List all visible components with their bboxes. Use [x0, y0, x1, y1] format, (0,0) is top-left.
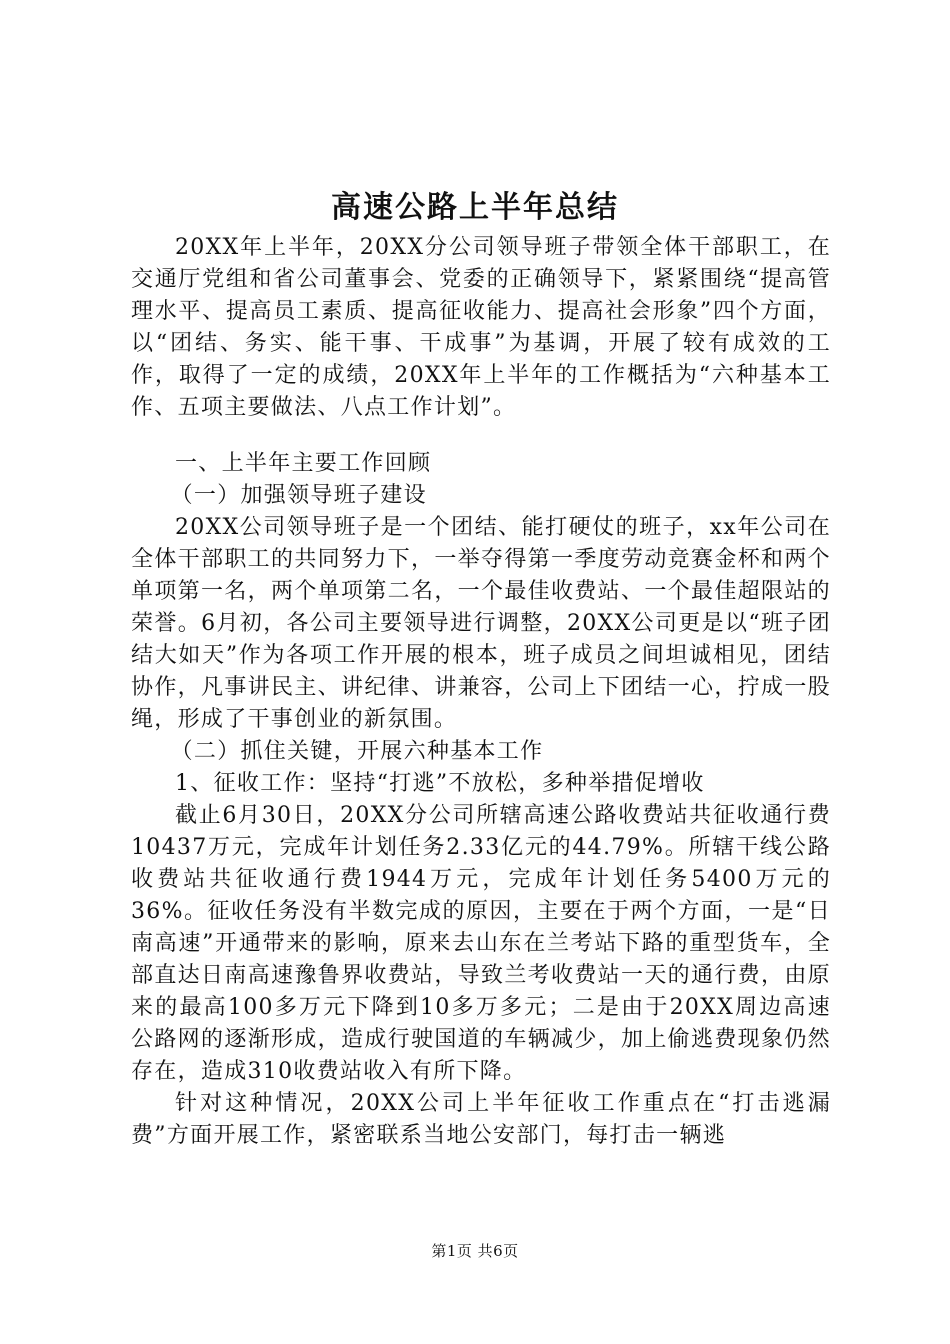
subsection-heading: （二）抓住关键，开展六种基本工作 — [170, 739, 544, 764]
leadership-paragraph: 20XX公司领导班子是一个团结、能打硬仗的班子，xx年公司在全体干部职工的共同努力下，一举夺得第一季度劳动竞赛金杯和两个单项第一名，两个单项第二名，一个最佳收费站、一个最佳超限站的荣誉。6月初，各公司主要领导进行调整，20XX公司更是以“班子团结大如天”作为各项工作开展的根本，班子成员之间坦诚相见，团结协作，凡事讲民主、讲纪律、讲兼容，公司上下团结一心，拧成一股绳，形成了干事创业的新氛围。 — [131, 515, 831, 732]
paragraph-gap — [131, 424, 831, 448]
item-heading: 1、征收工作：坚持“打逃”不放松，多种举措促增收 — [175, 771, 705, 796]
collection-paragraph: 截止6月30日，20XX分公司所辖高速公路收费站共征收通行费10437万元，完成年计划任务2.33亿元的44.79%。所辖干线公路收费站共征收通行费1944万元，完成年计划任务5400万元的36%。征收任务没有半数完成的原因，主要在于两个方面，一是“日南高速”开通带来的影响，原来去山东在兰考站下路的重型货车，全部直达日南高速豫鲁界收费站，导致兰考收费站一天的通行费，由原来的最高100多万元下降到10多万多元；二是由于20XX周边高速公路网的逐渐形成，造成行驶国道的车辆减少，加上偷逃费现象仍然存在，造成310收费站收入有所下降。 — [131, 803, 831, 1084]
document-title: 高速公路上半年总结 — [331, 190, 619, 225]
collection-paragraph-continued: 针对这种情况，20XX公司上半年征收工作重点在“打击逃漏费”方面开展工作，紧密联系当地公安部门，每打击一辆逃 — [131, 1091, 831, 1148]
intro-paragraph: 20XX年上半年，20XX分公司领导班子带领全体干部职工，在交通厅党组和省公司董事会、党委的正确领导下，紧紧围绕“提高管理水平、提高员工素质、提高征收能力、提高社会形象”四个方面，以“团结、务实、能干事、干成事”为基调，开展了较有成效的工作，取得了一定的成绩，20XX年上半年的工作概括为“六种基本工作、五项主要做法、八点工作计划”。 — [131, 235, 831, 420]
subsection-heading: （一）加强领导班子建设 — [170, 483, 427, 508]
page-number-footer: 第1页 共6页 — [431, 1242, 519, 1260]
document-body — [131, 232, 831, 1152]
section-heading: 一、上半年主要工作回顾 — [175, 451, 432, 476]
